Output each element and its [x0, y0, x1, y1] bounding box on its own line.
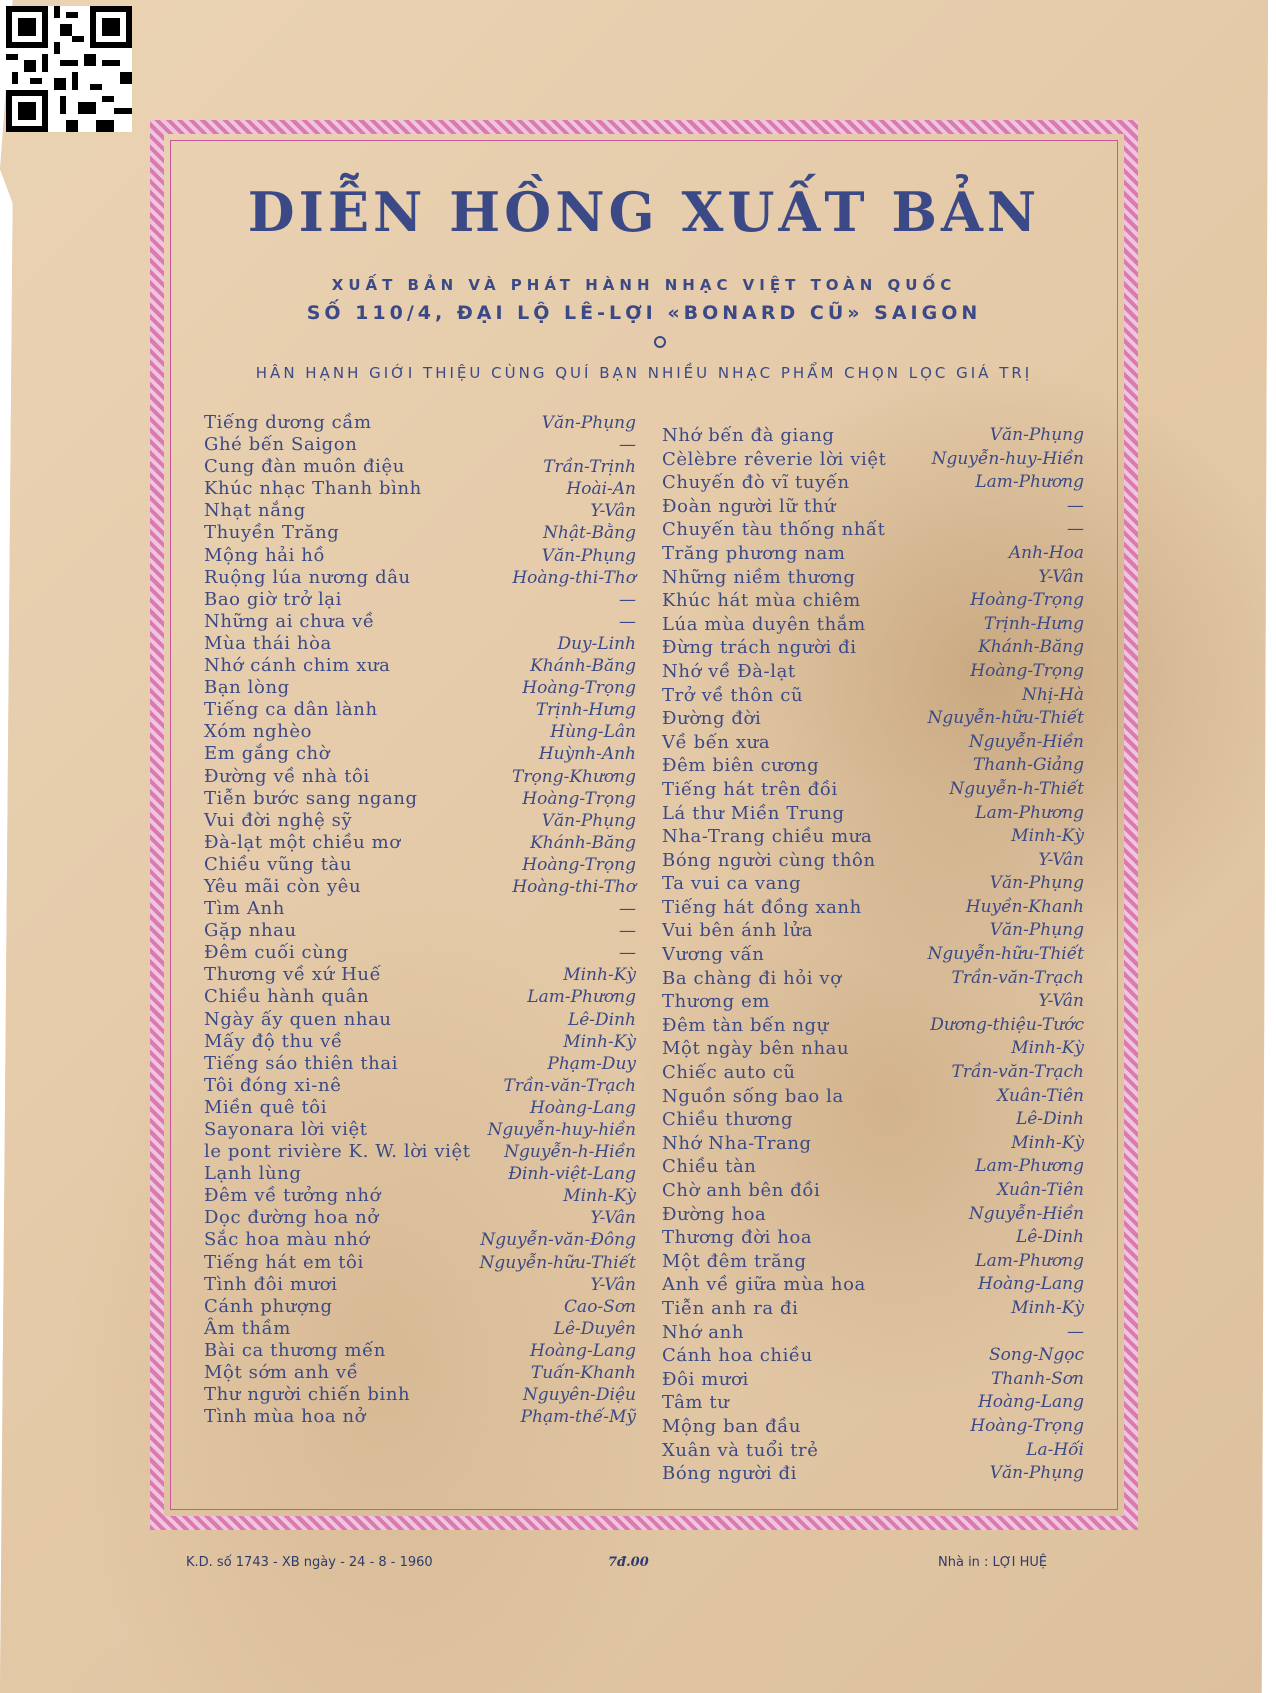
song-author: Khánh-Băng — [978, 637, 1084, 658]
song-author: — — [1067, 1321, 1084, 1342]
song-title: Nhớ bến đà giang — [662, 425, 835, 446]
song-author: Nguyễn-văn-Đông — [480, 1230, 636, 1251]
song-entry — [204, 456, 636, 478]
price: 7đ.00 — [608, 1555, 649, 1570]
song-entry — [662, 1226, 1084, 1250]
song-author: Lam-Phương — [975, 802, 1084, 823]
song-entry — [204, 810, 636, 832]
song-author: Khánh-Băng — [530, 656, 636, 677]
song-author: Văn-Phụng — [541, 413, 636, 433]
song-author: La-Hối — [1026, 1439, 1084, 1460]
song-author: Y-Vân — [1038, 566, 1084, 587]
song-entry — [204, 1229, 636, 1251]
song-title: Một đêm trăng — [662, 1250, 807, 1272]
song-title: Đêm biên cương — [662, 755, 820, 777]
song-entry — [662, 424, 1084, 448]
song-author: Song-Ngọc — [989, 1345, 1084, 1366]
song-entry — [662, 1085, 1084, 1109]
song-title: Em gắng chờ — [204, 743, 331, 765]
song-title: Chuyến tàu thống nhất — [662, 519, 886, 541]
song-entry — [662, 1368, 1084, 1392]
song-author: Văn-Phụng — [541, 545, 636, 566]
song-author: Nguyên-Diệu — [522, 1385, 636, 1406]
song-author: Minh-Kỳ — [1011, 1132, 1084, 1153]
song-entry — [204, 655, 636, 677]
song-author: Hoàng-Lang — [529, 1340, 636, 1361]
song-title: Vui đời nghệ sỹ — [204, 809, 353, 831]
song-author: Xuân-Tiên — [996, 1180, 1084, 1200]
song-title: Âm thầm — [204, 1317, 291, 1339]
qr-code-icon — [6, 6, 132, 132]
song-title: Tiếng sáo thiên thai — [204, 1052, 399, 1074]
song-entry — [662, 660, 1084, 684]
song-author: Hoàng-Trọng — [970, 1415, 1084, 1436]
song-title: Mộng ban đầu — [662, 1415, 802, 1437]
song-title: Tiếng dương cầm — [204, 412, 372, 433]
song-author: Nguyễn-h-Hiền — [504, 1142, 636, 1163]
song-title: Tìm Anh — [204, 898, 285, 920]
song-title: Ruộng lúa nương dâu — [204, 566, 411, 588]
song-title: Chiều tàn — [662, 1156, 757, 1178]
song-entry — [662, 589, 1084, 613]
song-author: — — [1067, 495, 1084, 516]
song-title: Mùa thái hòa — [204, 632, 332, 654]
song-entry — [204, 1296, 636, 1318]
song-entry — [204, 545, 636, 567]
song-title: Xuân và tuổi trẻ — [662, 1439, 819, 1461]
song-entry — [662, 542, 1084, 566]
song-title: Những ai chưa về — [204, 610, 375, 632]
song-title: Chiếc auto cũ — [662, 1062, 796, 1084]
song-entry — [204, 1318, 636, 1340]
song-entry — [662, 1203, 1084, 1227]
song-title: Bóng người đi — [662, 1463, 798, 1485]
song-entry — [204, 1406, 636, 1428]
song-title: Dọc đường hoa nở — [204, 1207, 379, 1229]
song-author: — — [619, 589, 636, 610]
song-author: Lam-Phương — [527, 987, 636, 1008]
song-title: Cánh hoa chiều — [662, 1345, 813, 1367]
song-entry — [662, 684, 1084, 708]
song-entry — [662, 566, 1084, 590]
song-entry — [204, 986, 636, 1008]
song-entry — [662, 1179, 1084, 1203]
song-author: Hoài-An — [566, 479, 636, 500]
song-entry — [204, 589, 636, 611]
song-entry — [204, 478, 636, 500]
song-entry — [662, 448, 1084, 472]
catalog-intro: HÂN HẠNH GIỚI THIỆU CÙNG QUÍ BẠN NHIỀU NHẠC PHẨM CHỌN LỌC GIÁ TRỊ — [255, 364, 1033, 382]
printer-line: Nhà in : LỢI HUỆ — [938, 1555, 1048, 1570]
license-line: K.D. số 1743 - XB ngày - 24 - 8 - 1960 — [186, 1555, 433, 1570]
song-entry — [204, 500, 636, 522]
song-entry — [662, 1344, 1084, 1368]
song-entry — [204, 1384, 636, 1406]
song-author: Hoàng-thi-Thơ — [512, 876, 636, 897]
song-title: Đoàn người lữ thứ — [662, 495, 837, 517]
song-author: Huyền-Khanh — [965, 896, 1084, 917]
song-title: Vui bên ánh lửa — [662, 920, 814, 942]
song-author: Xuân-Tiên — [996, 1085, 1084, 1106]
song-author: Dương-thiệu-Tước — [930, 1014, 1084, 1035]
song-author: Lê-Dinh — [1015, 1109, 1084, 1130]
song-author: Nguyễn-hữu-Thiết — [479, 1252, 636, 1273]
song-entry — [204, 1097, 636, 1119]
song-author: Nguyễn-Hiền — [968, 731, 1084, 752]
song-title: Thư người chiến binh — [204, 1384, 411, 1406]
song-title: Đôi mươi — [662, 1368, 749, 1390]
song-entry — [204, 1207, 636, 1229]
song-title: Yêu mãi còn yêu — [204, 875, 362, 897]
song-entry — [662, 518, 1084, 542]
song-title: Khúc hát mùa chiêm — [662, 590, 861, 612]
song-title: Sayonara lời việt — [204, 1119, 368, 1140]
song-author: Nguyễn-h-Thiết — [949, 778, 1084, 799]
song-title: Gặp nhau — [204, 920, 297, 942]
song-author: Trần-Trịnh — [543, 457, 636, 478]
publisher-subtitle: XUẤT BẢN VÀ PHÁT HÀNH NHẠC VIỆT TOÀN QUỐC — [331, 276, 957, 294]
song-title: Trăng phương nam — [662, 542, 846, 564]
song-author: Phạm-thế-Mỹ — [520, 1407, 636, 1428]
song-author: Hoàng-Trọng — [522, 854, 636, 875]
song-title: Tiếng ca dân lành — [204, 699, 378, 721]
song-title: Cèlèbre rêverie lời việt — [662, 448, 887, 470]
song-author: Hoàng-Lang — [977, 1274, 1084, 1295]
song-author: Phạm-Duy — [547, 1053, 636, 1074]
song-entry — [204, 876, 636, 898]
song-title: Thuyền Trăng — [204, 522, 340, 544]
song-title: Bóng người cùng thôn — [662, 849, 876, 871]
song-author: — — [619, 921, 636, 942]
song-title: Tiễn bước sang ngang — [204, 787, 418, 809]
song-entry — [204, 412, 636, 434]
song-author: Nguyễn-hữu-Thiết — [927, 944, 1084, 965]
song-entry — [204, 1252, 636, 1274]
song-entry — [204, 920, 636, 942]
song-entry — [204, 898, 636, 920]
song-entry — [662, 919, 1084, 943]
song-title: Anh về giữa mùa hoa — [662, 1274, 866, 1296]
song-author: Thanh-Sơn — [991, 1368, 1084, 1389]
song-author: — — [619, 435, 636, 456]
song-title: Đường về nhà tôi — [204, 765, 370, 787]
song-title: Một sớm anh về — [204, 1362, 359, 1384]
song-author: Đinh-việt-Lang — [508, 1164, 636, 1185]
song-author: Lam-Phương — [975, 1156, 1084, 1177]
song-entry — [204, 1274, 636, 1296]
song-entry — [204, 699, 636, 721]
song-title: Bài ca thương mến — [204, 1339, 386, 1361]
song-author: Y-Vân — [590, 501, 636, 522]
song-entry — [662, 495, 1084, 519]
song-entry — [204, 434, 636, 456]
song-entry — [204, 1185, 636, 1207]
song-entry — [204, 1362, 636, 1384]
song-title: Sắc hoa màu nhớ — [204, 1229, 370, 1251]
song-entry — [662, 1297, 1084, 1321]
song-entry — [662, 1155, 1084, 1179]
song-entry — [204, 1031, 636, 1053]
song-title: Về bến xưa — [662, 731, 771, 753]
song-author: Nguyễn-Hiền — [968, 1203, 1084, 1224]
song-title: Khúc nhạc Thanh bình — [204, 478, 422, 500]
song-author: Trịnh-Hưng — [983, 613, 1084, 634]
song-entry — [204, 677, 636, 699]
song-entry — [662, 1037, 1084, 1061]
song-title: Chiều hành quân — [204, 986, 370, 1008]
song-title: Một ngày bên nhau — [662, 1038, 850, 1060]
song-title: Đêm cuối cùng — [204, 942, 349, 964]
song-title: Lá thư Miền Trung — [662, 802, 845, 824]
song-entry — [204, 1009, 636, 1031]
song-entry — [662, 731, 1084, 755]
song-author: Anh-Hoa — [1008, 542, 1084, 563]
song-author: Y-Vân — [590, 1274, 636, 1295]
song-title: Tình đôi mươi — [204, 1273, 338, 1295]
song-title: Thương đời hoa — [662, 1227, 813, 1249]
song-title: Cung đàn muôn điệu — [204, 456, 405, 478]
song-entry — [662, 943, 1084, 967]
song-author: Hoàng-thi-Thơ — [512, 567, 636, 588]
song-entry — [204, 1340, 636, 1362]
song-author: Lê-Dinh — [567, 1009, 636, 1030]
song-author: Y-Vân — [1038, 991, 1084, 1012]
song-entry — [662, 1391, 1084, 1415]
song-title: Đêm về tưởng nhớ — [204, 1185, 382, 1207]
song-title: Những niềm thương — [662, 566, 856, 588]
publisher-address: SỐ 110/4, ĐẠI LỘ LÊ-LỢI «BONARD CŨ» SAIGON — [306, 302, 982, 324]
song-author: Cao-Sơn — [564, 1296, 636, 1317]
song-entry — [204, 633, 636, 655]
song-author: Tuấn-Khanh — [530, 1363, 636, 1384]
song-title: Nhạt nắng — [204, 500, 306, 522]
song-entry — [204, 766, 636, 788]
song-entry — [204, 611, 636, 633]
song-author: Nguyễn-hữu-Thiết — [927, 708, 1084, 729]
song-title: Lúa mùa duyên thắm — [662, 613, 866, 635]
song-title: Vương vấn — [662, 944, 765, 966]
song-entry — [662, 1132, 1084, 1156]
song-author: Khánh-Băng — [530, 832, 636, 853]
song-entry — [662, 1321, 1084, 1345]
song-entry — [204, 1141, 636, 1163]
song-entry — [662, 1014, 1084, 1038]
song-title: Thương em — [662, 991, 770, 1013]
song-entry — [662, 1462, 1084, 1486]
song-title: Tâm tư — [662, 1392, 730, 1414]
song-author: Duy-Linh — [557, 633, 636, 654]
song-author: Nhị-Hà — [1022, 684, 1084, 705]
publisher-title: DIỄN HỒNG XUẤT BẢN — [247, 180, 1041, 244]
song-author: Hoàng-Trọng — [970, 660, 1084, 681]
song-title: Đường đời — [662, 708, 762, 730]
song-title: Mộng hải hồ — [204, 544, 326, 566]
song-title: Ba chàng đi hỏi vợ — [662, 967, 842, 989]
song-title: Bao giờ trở lại — [204, 588, 342, 610]
song-author: Trần-văn-Trạch — [503, 1075, 636, 1096]
song-title: Mấy độ thu về — [204, 1030, 343, 1052]
song-entry — [662, 636, 1084, 660]
song-entry — [662, 896, 1084, 920]
song-author: Huỳnh-Anh — [538, 744, 636, 765]
song-entry — [662, 754, 1084, 778]
song-entry — [204, 854, 636, 876]
song-title: Tình mùa hoa nở — [204, 1406, 367, 1428]
song-title: Tiễn anh ra đi — [662, 1297, 799, 1319]
song-title: Nguồn sống bao la — [662, 1085, 844, 1107]
song-author: Y-Vân — [1038, 849, 1084, 870]
song-author: Minh-Kỳ — [1011, 1297, 1084, 1318]
song-title: Chiều thương — [662, 1109, 794, 1131]
song-entry — [662, 1108, 1084, 1132]
song-author: Y-Vân — [590, 1208, 636, 1229]
song-entry — [204, 721, 636, 743]
circle-ornament-icon — [654, 336, 666, 348]
song-author: Văn-Phụng — [989, 920, 1084, 941]
song-title: Ghé bến Saigon — [204, 434, 358, 456]
song-title: Thương về xứ Huế — [204, 964, 382, 986]
song-title: Đừng trách người đi — [662, 637, 857, 659]
song-entry — [662, 802, 1084, 826]
song-title: Miền quê tôi — [204, 1096, 328, 1118]
song-author: Minh-Kỳ — [1011, 826, 1084, 847]
song-title: Nhớ cánh chim xưa — [204, 655, 391, 677]
song-author: Lam-Phương — [975, 472, 1084, 493]
song-entry — [204, 1163, 636, 1185]
song-author: Hoàng-Trọng — [970, 590, 1084, 611]
song-author: Minh-Kỳ — [563, 1186, 636, 1207]
song-entry — [662, 707, 1084, 731]
song-entry — [662, 471, 1084, 495]
song-author: Lê-Dinh — [1015, 1227, 1084, 1248]
song-entry — [204, 832, 636, 854]
song-author: Thanh-Giảng — [972, 755, 1084, 776]
song-author: — — [619, 899, 636, 920]
song-entry — [204, 522, 636, 544]
song-title: Trở về thôn cũ — [662, 684, 804, 706]
song-author: Nguyễn-huy-hiền — [487, 1120, 636, 1140]
song-entry — [204, 743, 636, 765]
song-title: Tôi đóng xi-nê — [204, 1074, 342, 1096]
song-author: Trọng-Khương — [512, 766, 636, 787]
song-title: Tiếng hát đồng xanh — [662, 896, 862, 918]
song-author: Nguyễn-huy-Hiền — [931, 448, 1084, 469]
song-author: — — [619, 611, 636, 632]
song-title: Tiếng hát em tôi — [204, 1251, 364, 1273]
song-author: — — [619, 943, 636, 964]
song-title: Bạn lòng — [204, 677, 290, 699]
song-entry — [662, 967, 1084, 991]
song-entry — [662, 1415, 1084, 1439]
song-author: Văn-Phụng — [989, 1463, 1084, 1484]
song-entry — [662, 613, 1084, 637]
song-entry — [662, 990, 1084, 1014]
song-title: Lạnh lùng — [204, 1163, 302, 1185]
song-author: Văn-Phụng — [989, 873, 1084, 894]
song-author: Minh-Kỳ — [563, 1031, 636, 1052]
song-title: Tiếng hát trên đồi — [662, 778, 838, 800]
song-title: Ngày ấy quen nhau — [204, 1008, 392, 1030]
song-author: Trần-văn-Trạch — [951, 967, 1084, 988]
song-author: Văn-Phụng — [989, 425, 1084, 445]
song-title: Chờ anh bên đồi — [662, 1180, 821, 1201]
song-author: Trịnh-Hưng — [535, 700, 636, 721]
song-title: Chiều vũng tàu — [204, 853, 353, 875]
song-title: Nhớ về Đà-lạt — [662, 660, 796, 682]
song-entry — [662, 1273, 1084, 1297]
song-author: Nhật-Bằng — [543, 523, 636, 544]
song-title: Nhớ anh — [662, 1321, 745, 1343]
song-title: Nhớ Nha-Trang — [662, 1132, 812, 1154]
song-title: Đêm tàn bến ngự — [662, 1014, 829, 1036]
song-entry — [662, 849, 1084, 873]
song-author: Minh-Kỳ — [1011, 1038, 1084, 1059]
song-entry — [662, 872, 1084, 896]
song-author: Hùng-Lân — [550, 722, 636, 743]
song-author: — — [1067, 519, 1084, 540]
song-title: Chuyến đò vĩ tuyến — [662, 472, 850, 494]
song-title: Đường hoa — [662, 1203, 767, 1225]
song-entry — [662, 825, 1084, 849]
song-entry — [204, 567, 636, 589]
song-entry — [662, 1439, 1084, 1463]
song-entry — [204, 964, 636, 986]
song-title: Ta vui ca vang — [662, 873, 802, 895]
song-author: Hoàng-Lang — [529, 1097, 636, 1118]
song-entry — [662, 778, 1084, 802]
song-entry — [662, 1250, 1084, 1274]
song-author: Trần-văn-Trạch — [951, 1062, 1084, 1083]
song-list-right — [662, 424, 1084, 1486]
song-author: Hoàng-Lang — [977, 1392, 1084, 1413]
song-author: Lê-Duyên — [553, 1318, 636, 1339]
song-title: Cánh phượng — [204, 1295, 333, 1317]
song-title: le pont rivière K. W. lời việt — [204, 1141, 471, 1163]
song-entry — [662, 1061, 1084, 1085]
song-author: Lam-Phương — [975, 1250, 1084, 1271]
song-title: Xóm nghèo — [204, 721, 313, 743]
song-author: Hoàng-Trọng — [522, 678, 636, 699]
song-author: Minh-Kỳ — [563, 965, 636, 986]
song-title: Đà-lạt một chiều mơ — [204, 831, 401, 853]
song-entry — [204, 942, 636, 964]
song-title: Nha-Trang chiều mưa — [662, 826, 873, 848]
song-author: Văn-Phụng — [541, 810, 636, 831]
song-entry — [204, 1075, 636, 1097]
song-entry — [204, 1053, 636, 1075]
song-list-left — [204, 412, 636, 1428]
song-entry — [204, 788, 636, 810]
song-author: Hoàng-Trọng — [522, 788, 636, 809]
song-entry — [204, 1119, 636, 1141]
